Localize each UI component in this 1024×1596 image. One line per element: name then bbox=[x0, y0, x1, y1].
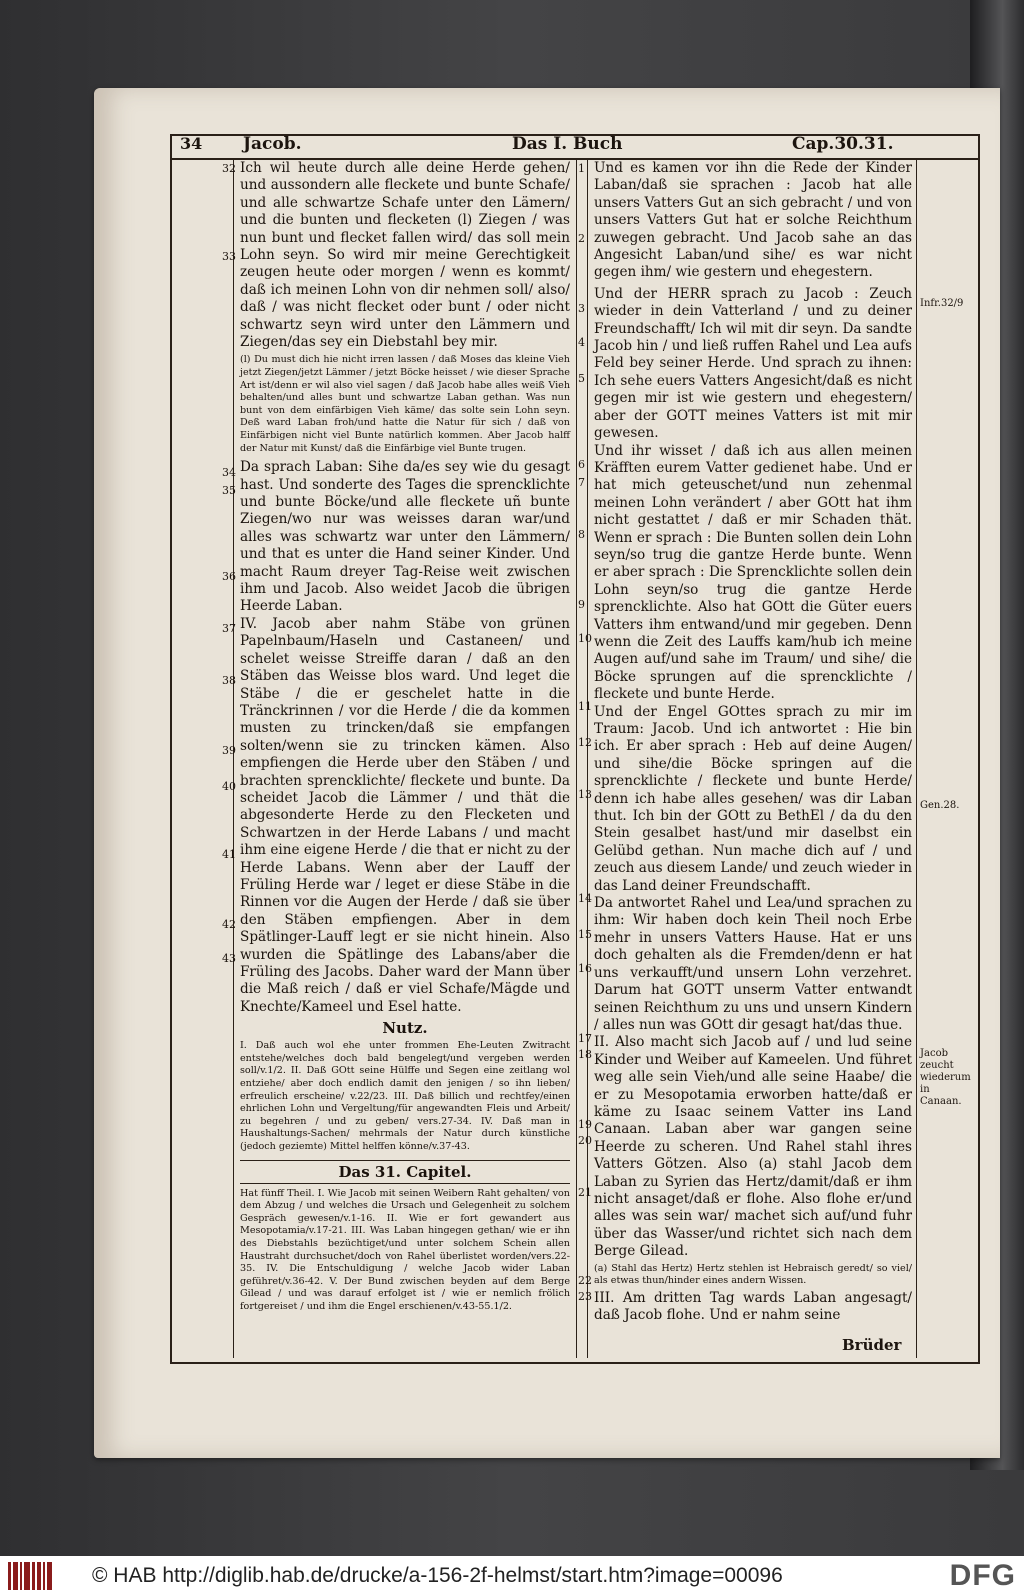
verse-number: 23 bbox=[578, 1290, 592, 1303]
verse-paragraph: Und der HERR sprach zu Jacob : Zeuch wieder in dein Vatterland / und zu deiner Freundschafft/ Ich wil mit dir seyn. Da sandte Jacob hin / und ließ ruffen Rahel und Lea aufs Feld bey seiner Herde. Und sprach zu ihnen: Ich sehe euers Vatters Angesicht/daß es nicht gegen mir ist wie gestern und ehegestern/ aber der GOTT meines Vatters ist mit mir gewesen. bbox=[594, 285, 912, 442]
margin-note: Jacob zeucht wiederum in Canaan. bbox=[920, 1048, 971, 1107]
running-head-left: Jacob. bbox=[243, 134, 302, 154]
verse-number: 35 bbox=[222, 484, 236, 497]
verse-number: 4 bbox=[578, 336, 585, 349]
verse-number: 15 bbox=[578, 928, 592, 941]
nutz-heading: Nutz. bbox=[382, 1019, 428, 1038]
verse-number: 43 bbox=[222, 952, 236, 965]
running-head-right: Cap.30.31. bbox=[792, 134, 894, 154]
verse-paragraph: III. Am dritten Tag wards Laban angesagt/ daß Jacob flohe. Und er nahm seine bbox=[594, 1289, 912, 1324]
nutz-text: I. Daß auch wol ehe unter frommen Ehe-Leuten Zwitracht entstehe/welches doch bald bengelegt/und vergeben werden soll/v.1/2. II. Daß GOtt seine Hülffe und Segen eine zeitlang wol entziehe/ aber doch endlich damit den jenigen / so ihn lieben/ erfreulich erscheine/ v.22/23. III. Daß billich und rechtfey/einen ehrlichen Lohn und Vergeltung/für angewandten Fleis und Arbeit/ zu begehren / und zu geben/ vers.27-34. IV. Daß man in Haushaltungs-Sachen/ mehrmals der Natur durch künstliche (jedoch geziemte) Mittel helffen könne/v.37-43. bbox=[240, 1040, 570, 1152]
verse-number: 17 bbox=[578, 1032, 592, 1045]
page-number: 34 bbox=[180, 134, 203, 153]
verse-number: 12 bbox=[578, 736, 592, 749]
verse-paragraph: Ich wil heute durch alle deine Herde gehen/ und aussondern alle fleckete und bunte Schafe/ und alle schwartze Schafe unter den Lämern/ und die bunten und flecketen (l) Ziegen / was nun bunt und flecket fallen wird/ das soll mein Lohn seyn. So wird mir meine Gerechtigkeit zeugen heute oder morgen / wenn es kommt/ daß ich meinen Lohn von dir nehmen soll/ also/ daß / was nicht flecket oder bunt / oder nicht schwartz seyn wird unter den Lämmern und Ziegen/das sey ein Diebstahl bey mir. bbox=[240, 160, 570, 351]
verse-paragraph: Und es kamen vor ihn die Rede der Kinder Laban/daß sie sprachen : Jacob hat alle unsers Vatters Gut an sich gebracht / und von unsers Vatters Gut hat er solche Reichthum zuwegen gebracht. Und Jacob sahe an das Angesicht Laban/und sihe/ es war nicht gegen ihm/ wie gestern und ehegestern. bbox=[594, 160, 912, 281]
hab-logo-icon bbox=[8, 1562, 58, 1590]
verse-number: 7 bbox=[578, 476, 585, 489]
verse-number: 19 bbox=[578, 1118, 592, 1131]
chapter-heading: Das 31. Capitel. bbox=[240, 1160, 570, 1184]
chapter-summary: Hat fünff Theil. I. Wie Jacob mit seinen Weibern Raht gehalten/ von dem Abzug / und welches die Ursach und Gelegenheit zu solchem Gespräch gewesen/v.1-16. II. Wie er fort gewandert aus Mesopotamia/v.17-21. III. Was Laban hingegen gethan/ wie er ihn des Diebstahls bezüchtiget/und unter solchem Schein allen Haustraht durchsuchet/doch von Rahel überlistet worden/vers.22-35. IV. Die Entschuldigung / welche Jacob wider Laban geführet/v.36-42. V. Der Bund zwischen beyden auf dem Berge Gilead / und was darauf erfolget ist / wie er nemlich frölich fortgereiset / und ihm die Engel erschienen/v.43-55.1/2. bbox=[240, 1187, 570, 1312]
verse-number: 1 bbox=[578, 162, 585, 175]
verse-number: 38 bbox=[222, 674, 236, 687]
verse-number: 37 bbox=[222, 622, 236, 635]
verse-number: 16 bbox=[578, 962, 592, 975]
margin-note: Gen.28. bbox=[920, 800, 960, 811]
source-url[interactable]: © HAB http://diglib.hab.de/drucke/a-156-2f-helmst/start.htm?image=00096 bbox=[92, 1564, 783, 1587]
verse-number: 6 bbox=[578, 458, 585, 471]
right-column bbox=[594, 160, 912, 1325]
verse-number: 40 bbox=[222, 780, 236, 793]
verse-number: 11 bbox=[578, 700, 592, 713]
verse-number: 9 bbox=[578, 598, 585, 611]
verse-number: 20 bbox=[578, 1134, 592, 1147]
verse-number: 8 bbox=[578, 528, 585, 541]
verse-number: 13 bbox=[578, 788, 592, 801]
footer-bar bbox=[0, 1556, 1024, 1596]
verse-paragraph: Und der Engel GOttes sprach zu mir im Traum: Jacob. Und ich antwortet : Hie bin ich. Er aber sprach : Heb auf deine Augen/ und sihe/die Böcke springen auf die sprencklichte / fleckete und bunte Herde/ denn ich habe alles gesehen/ was dir Laban thut. Ich bin der GOtt zu BethEl / da du den Stein gesalbet hast/und mir daselbst ein Gelübd gethan. Nun mache dich auf / und zeuch aus diesem Lande/ und zeuch wieder in das Land deiner Freundschafft. bbox=[594, 703, 912, 894]
verse-number: 32 bbox=[222, 162, 236, 175]
catchword: Brüder bbox=[842, 1336, 902, 1354]
verse-paragraph: Da sprach Laban: Sihe da/es sey wie du gesagt hast. Und sonderte des Tages die sprencklichte und bunte Böcke/und alle fleckete uñ bunte Ziegen/wo nur was weisses daran war/und alles was schwartz war unter den Lämmern/ und that es unter die Hand seiner Kinder. Und macht Raum dreyer Tag-Reise weit zwischen ihm und Jacob. Also weidet Jacob die übrigen Heerde Laban. bbox=[240, 459, 570, 615]
gloss-note: (a) Stahl das Hertz) Hertz stehlen ist Hebraisch geredt/ so viel/ als etwas thun/hinder eines andern Wissen. bbox=[594, 1262, 912, 1287]
right-margin-rule bbox=[916, 158, 917, 1358]
verse-number: 5 bbox=[578, 372, 585, 385]
verse-paragraph: Und ihr wisset / daß ich aus allen meinen Kräfften eurem Vatter gedienet habe. Und er hat mich geteuschet/und nun zehenmal meinen Lohn verändert / aber GOtt hat ihm nicht gestattet / daß er mir Schaden thät. Wenn er sprach : Die Bunten sollen dein Lohn seyn/so trug die gantze Herde bunte. Wenn er aber sprach : Die Sprencklichte sollen dein Lohn seyn/so trug die gantze Herde sprencklichte. Also hat GOtt die Güter euers Vatters ihm entwand/und mir gegeben. Denn wenn die Zeit des Lauffs kam/hub ich meine Augen auf/und sahe im Traum/ und sihe/ die Böcke sprungen auf die sprencklichte / fleckete und bunte Herde. bbox=[594, 442, 912, 703]
running-head-center: Das I. Buch bbox=[512, 134, 623, 154]
verse-number: 39 bbox=[222, 744, 236, 757]
verse-number: 3 bbox=[578, 302, 585, 315]
gloss-note: (l) Du must dich hie nicht irren lassen / daß Moses das kleine Vieh jetzt Ziegen/jetzt Lämmer / jetzt Böcke heisset / wie dieser Sprache Art ist/denn er wil also viel sagen / daß Jacob habe alles weiß Vieh behalten/und alles bunt und schwartze Laban gethan. Was nun bunt von dem einfärbigen Vieh käme/ das solte sein Lohn seyn. Deß ward Laban froh/und hatte die Natur für sich / daß von Einfärbigen nicht viel Bunte natürlich kommen. Aber Jacob halff der Natur mit Kunst/ daß die Einfärbige viel Bunte trugen. bbox=[240, 354, 570, 454]
verse-paragraph: II. Also macht sich Jacob auf / und lud seine Kinder und Weiber auf Kameelen. Und führet weg alle sein Vieh/und alle seine Haabe/ die er zu Mesopotamia erworben hatte/daß er käme zu Isaac seinem Vatter ins Land Canaan. Laban aber war gangen seine Heerde zu scheren. Und Rahel stahl ihres Vatters Götzen. Also (a) stahl Jacob dem Laban zu Syrien das Hertz/damit/daß er ihm nicht ansaget/daß er flohe. Also flohe er/und alles was sein war/ machet sich auf/und fuhr über das Wasser/und richtet sich nach dem Berge Gilead. bbox=[594, 1034, 912, 1260]
left-verse-numbers bbox=[222, 162, 236, 1042]
verse-number: 41 bbox=[222, 848, 236, 861]
left-column bbox=[240, 160, 570, 1314]
verse-paragraph: Da antwortet Rahel und Lea/und sprachen zu ihm: Wir haben doch kein Theil noch Erbe mehr in unsers Vatters Hause. Hat er uns doch gehalten als die Fremden/denn er hat uns verkaufft/und unsern Lohn verzehret. Darum hat GOTT unserm Vatter entwandt seinen Reichthum zu uns und unsern Kindern / alles nun was GOtt dir gesagt hat/das thue. bbox=[594, 895, 912, 1033]
verse-number: 21 bbox=[578, 1186, 592, 1199]
margin-note: Infr.32/9 bbox=[920, 298, 964, 309]
verse-paragraph: IV. Jacob aber nahm Stäbe von grünen Papelnbaum/Haseln und Castaneen/ und schelet weisse Streiffe daran / daß an den Stäben das Weisse blos ward. Und leget die Stäbe / die er geschelet hatte in die Tränckrinnen / vor die Herde / die da kommen musten zu trincken/daß sie empfangen solten/wenn sie zu trincken kämen. Also empfiengen die Herde uber den Stäben / und brachten sprencklichte/ fleckete und bunte. Da scheidet Jacob die Lämmer / und thät die abgesonderte Herde zu den Flecketen und Schwartzen in der Herde Labans / und macht ihm eine eigene Herde / die that er nicht zu der Herde Labans. Wenn aber der Lauff der Früling Herde war / leget er diese Stäbe in die Rinnen vor die Augen der Herde / daß sie über den Stäben empfiengen. Aber in dem Spätlinger-Lauff legt er sie nicht hinein. Also wurden die Spätlinge des Labans/aber die Früling des Jacobs. Daher ward der Mann über die Maß reich / daß er viel Schafe/Mägde und Knechte/Kameel und Esel hatte. bbox=[240, 615, 570, 1015]
verse-number: 14 bbox=[578, 892, 592, 905]
right-verse-numbers bbox=[578, 162, 592, 1322]
verse-number: 42 bbox=[222, 918, 236, 931]
verse-number: 36 bbox=[222, 570, 236, 583]
dfg-logo: DFG bbox=[949, 1559, 1016, 1592]
verse-number: 2 bbox=[578, 232, 585, 245]
verse-number: 18 bbox=[578, 1048, 592, 1061]
verse-number: 34 bbox=[222, 466, 236, 479]
verse-number: 22 bbox=[578, 1274, 592, 1287]
center-column-rule bbox=[576, 158, 577, 1358]
verse-number: 33 bbox=[222, 250, 236, 263]
verse-number: 10 bbox=[578, 632, 592, 645]
